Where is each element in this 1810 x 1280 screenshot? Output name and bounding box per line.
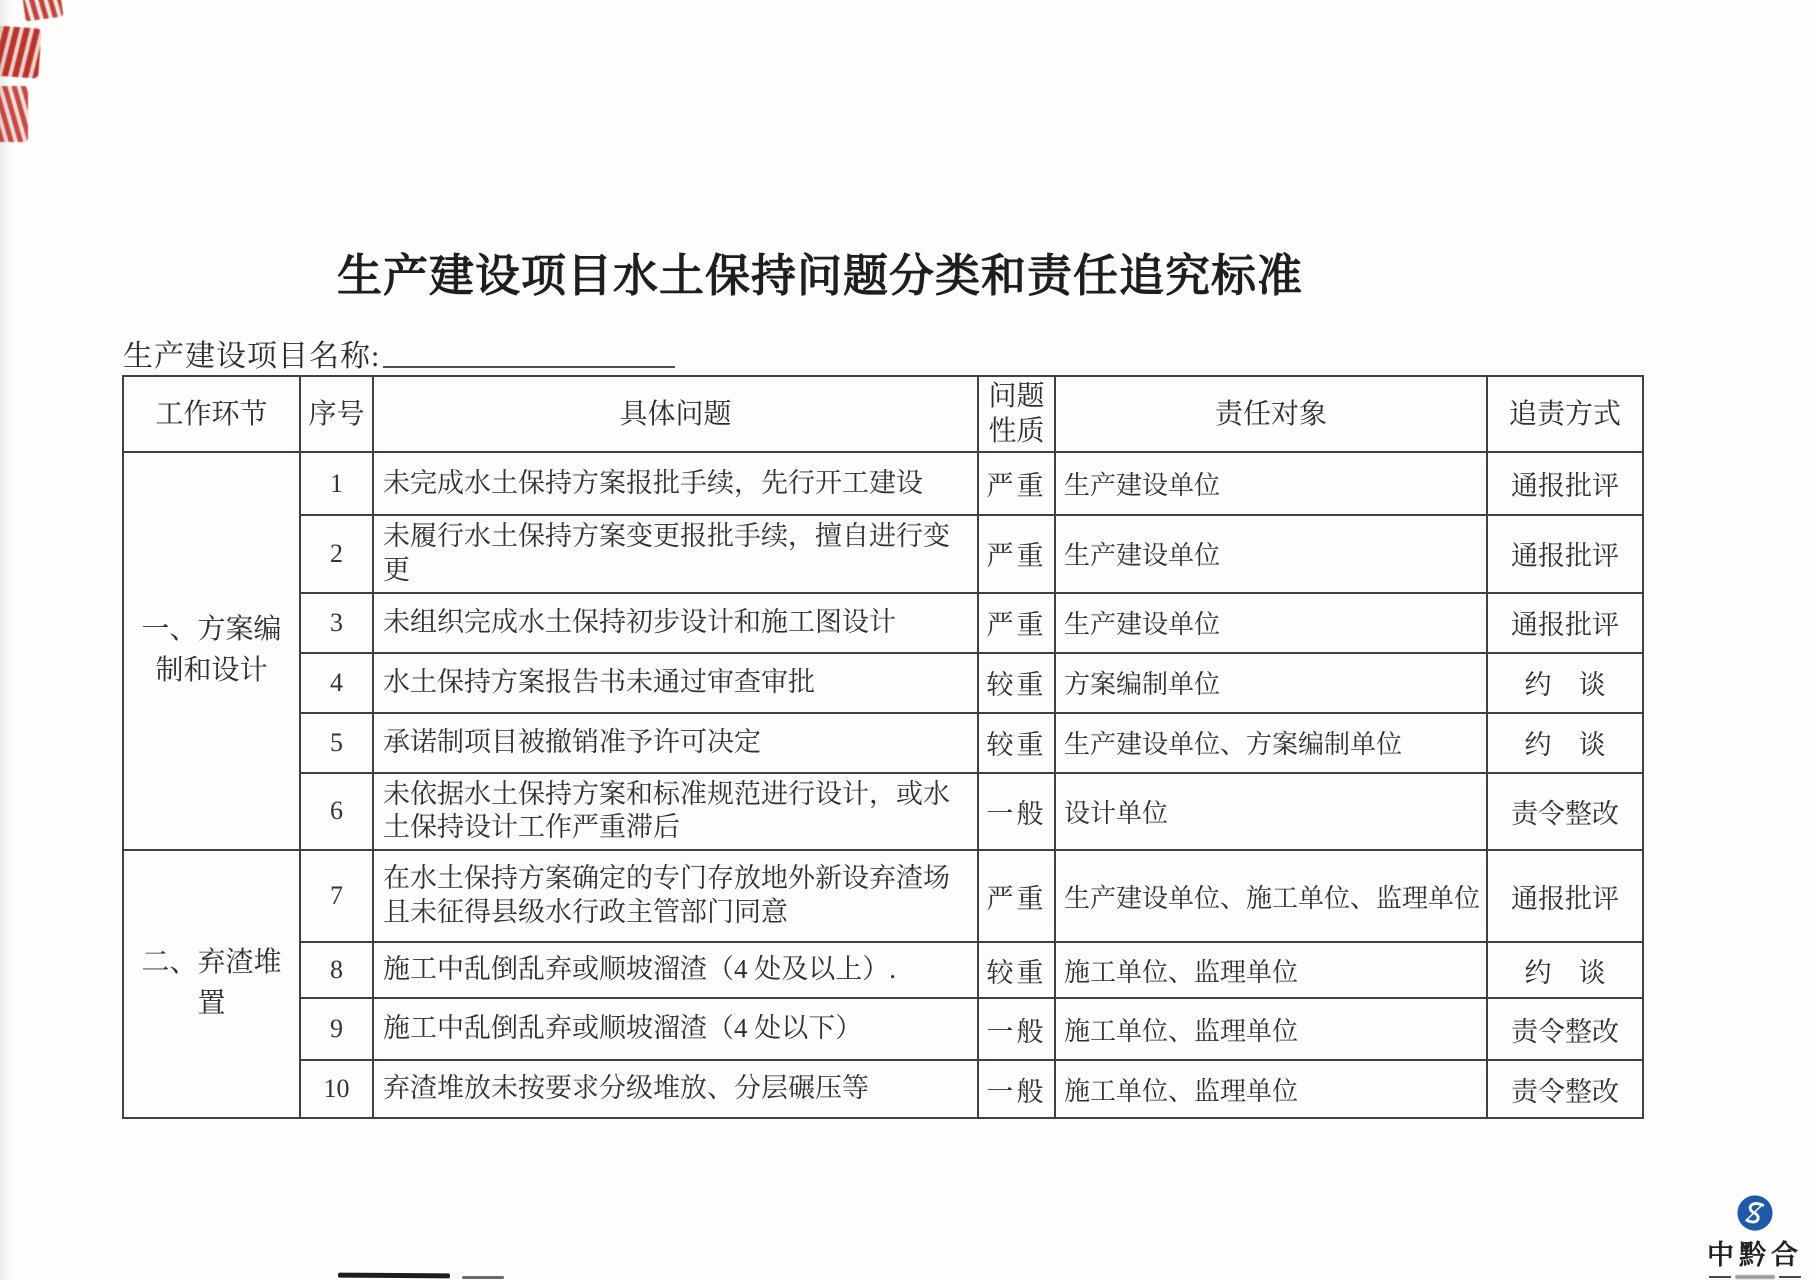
cell-seq: 8 (300, 942, 373, 998)
table-header-row (123, 376, 1643, 452)
cell-nature: 严重 (978, 452, 1055, 515)
cell-responsible: 生产建设单位 (1055, 452, 1487, 515)
cell-nature: 严重 (978, 850, 1055, 942)
cell-method: 通报批评 (1487, 850, 1643, 942)
cell-problem: 弃渣堆放未按要求分级堆放、分层碾压等 (373, 1060, 978, 1118)
table-row (123, 515, 1643, 593)
table-row (123, 850, 1643, 942)
cell-nature: 严重 (978, 515, 1055, 593)
cell-problem: 未履行水土保持方案变更报批手续，擅自进行变更 (373, 515, 978, 593)
cell-method: 约 谈 (1487, 653, 1643, 713)
red-stamp-mark (0, 25, 42, 78)
table-row (123, 713, 1643, 773)
cell-seq: 4 (300, 653, 373, 713)
project-name-label: 生产建设项目名称: (123, 340, 381, 373)
table-row (123, 942, 1643, 998)
cell-seq: 5 (300, 713, 373, 773)
header-nature: 问题性质 (978, 376, 1055, 452)
cell-problem: 未完成水土保持方案报批手续，先行开工建设 (373, 452, 978, 515)
cell-method: 约 谈 (1487, 942, 1643, 998)
cell-problem: 承诺制项目被撤销准予许可决定 (373, 713, 978, 773)
cell-method: 责令整改 (1487, 1060, 1643, 1118)
red-stamp-mark (0, 86, 28, 142)
cell-nature: 一般 (978, 998, 1055, 1060)
cell-seq: 10 (300, 1060, 373, 1118)
cell-responsible: 方案编制单位 (1055, 653, 1487, 713)
cell-responsible: 设计单位 (1055, 773, 1487, 851)
header-work-stage: 工作环节 (123, 376, 300, 452)
cell-responsible: 生产建设单位、方案编制单位 (1055, 713, 1487, 773)
cell-nature: 较重 (978, 942, 1055, 998)
cutoff-ink-mark (338, 1273, 450, 1279)
cell-problem: 在水土保持方案确定的专门存放地外新设弃渣场且未征得县级水行政主管部门同意 (373, 850, 978, 942)
cell-nature: 一般 (978, 1060, 1055, 1118)
cell-seq: 6 (300, 773, 373, 851)
header-seq: 序号 (300, 376, 373, 452)
header-problem: 具体问题 (373, 376, 978, 452)
header-method: 追责方式 (1487, 376, 1643, 452)
red-stamp-mark (23, 0, 64, 22)
table-row (123, 773, 1643, 851)
cell-seq: 9 (300, 998, 373, 1060)
header-responsible: 责任对象 (1055, 376, 1487, 452)
cell-seq: 3 (300, 593, 373, 653)
cell-responsible: 施工单位、监理单位 (1055, 942, 1487, 998)
cell-method: 责令整改 (1487, 773, 1643, 851)
group-label-spoil-disposal: 二、弃渣堆置 (123, 850, 300, 1118)
scan-paper-edge (0, 0, 14, 1280)
table-row (123, 1060, 1643, 1118)
group-label-plan-design: 一、方案编制和设计 (123, 452, 300, 850)
cell-seq: 2 (300, 515, 373, 593)
cell-responsible: 施工单位、监理单位 (1055, 1060, 1487, 1118)
cell-problem: 施工中乱倒乱弃或顺坡溜渣（4 处及以上）. (373, 942, 978, 998)
cell-problem: 未组织完成水土保持初步设计和施工图设计 (373, 593, 978, 653)
zhongqianhe-monogram-icon (1736, 1194, 1774, 1232)
logo-tagline-line (1697, 1275, 1810, 1279)
cell-method: 通报批评 (1487, 593, 1643, 653)
accountability-standards-table (122, 375, 1644, 1119)
logo-text: 中黔合 (1707, 1240, 1803, 1270)
cell-method: 通报批评 (1487, 515, 1643, 593)
cell-responsible: 生产建设单位、施工单位、监理单位 (1055, 850, 1487, 942)
cell-responsible: 施工单位、监理单位 (1055, 998, 1487, 1060)
cell-responsible: 生产建设单位 (1055, 593, 1487, 653)
cell-method: 约 谈 (1487, 713, 1643, 773)
cell-method: 通报批评 (1487, 452, 1643, 515)
company-logo (1697, 1194, 1810, 1279)
page-title: 生产建设项目水土保持问题分类和责任追究标准 (337, 251, 1304, 301)
table-row (123, 998, 1643, 1060)
cell-nature: 严重 (978, 593, 1055, 653)
cell-seq: 1 (300, 452, 373, 515)
cell-seq: 7 (300, 850, 373, 942)
cell-nature: 较重 (978, 713, 1055, 773)
table-row (123, 593, 1643, 653)
cell-nature: 一般 (978, 773, 1055, 851)
table-row (123, 452, 1643, 515)
cell-problem: 施工中乱倒乱弃或顺坡溜渣（4 处以下） (373, 998, 978, 1060)
table-row (123, 653, 1643, 713)
project-name-blank-field (383, 336, 675, 368)
cell-nature: 较重 (978, 653, 1055, 713)
cutoff-ink-mark (462, 1276, 504, 1279)
cell-method: 责令整改 (1487, 998, 1643, 1060)
cell-problem: 未依据水土保持方案和标准规范进行设计，或水土保持设计工作严重滞后 (373, 773, 978, 851)
cell-problem: 水土保持方案报告书未通过审查审批 (373, 653, 978, 713)
cell-responsible: 生产建设单位 (1055, 515, 1487, 593)
